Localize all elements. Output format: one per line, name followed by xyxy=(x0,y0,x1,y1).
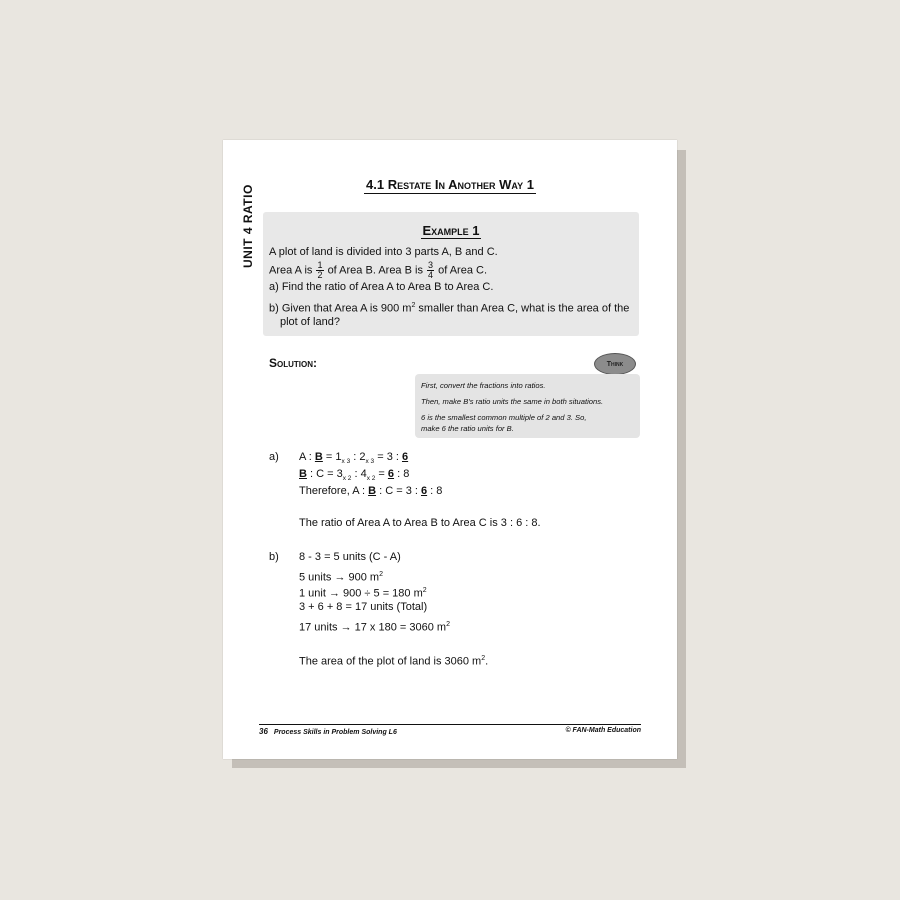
think-line: 6 is the smallest common multiple of 2 and 3. So, xyxy=(421,413,587,422)
think-box xyxy=(415,374,640,438)
example-line-4: b) Given that Area A is 900 $m^2$ smaller than Area C, what is the area of the xyxy=(269,302,630,315)
example-line-5: plot of land? xyxy=(280,316,340,328)
fraction-one-half: $\frac{1}{2}$ xyxy=(317,260,323,280)
example-line-3: a) Find the ratio of Area A to Area B to Area C. xyxy=(269,281,494,293)
part-b-line-5: 17 units → 17 x 180 = 3060 $m^2$ xyxy=(299,621,450,634)
footer-copyright: © FAN-Math Education xyxy=(565,727,641,734)
footer-left xyxy=(259,727,397,736)
part-b-line-2: 5 units → 900 $m^2$ xyxy=(299,571,383,584)
part-a-line-2: B : $C = 3_{x 2}$ : $4_{x 2} = 6$ : 8 xyxy=(299,468,410,483)
section-title: 4.1 Restate In Another Way 1 xyxy=(366,177,534,192)
part-b-answer: The area of the plot of land is 3060 $m^2$. xyxy=(299,655,489,668)
page-number: 36 xyxy=(259,727,268,736)
fraction-three-quarters: $\frac{3}{4}$ xyxy=(428,260,434,280)
think-line: make 6 the ratio units for B. xyxy=(421,424,514,433)
example-line-1: A plot of land is divided into 3 parts A, B and C. xyxy=(269,246,498,258)
part-a-label: a) xyxy=(269,451,279,463)
example-heading: Example 1 xyxy=(422,223,480,238)
part-a-answer: The ratio of Area A to Area B to Area C is 3 : 6 : 8. xyxy=(299,517,541,529)
footer-rule xyxy=(259,724,641,725)
example-box xyxy=(263,212,639,336)
part-b-line-1: 8 - 3 = 5 units (C - A) xyxy=(299,551,401,563)
example-heading-wrap xyxy=(263,222,639,240)
think-line: First, convert the fractions into ratios. xyxy=(421,381,546,390)
think-line: Then, make B's ratio units the same in both situations. xyxy=(421,397,604,406)
part-b-line-4: 3 + 6 + 8 = 17 units (Total) xyxy=(299,601,428,613)
example-line-2: Area A is $\frac{1}{2}$ of Area B. Area B is $\frac{3}{4}$ of Area C. xyxy=(269,260,488,280)
solution-label: Solution: xyxy=(269,356,317,370)
part-b-label: b) xyxy=(269,551,279,563)
section-title-wrap xyxy=(223,176,677,194)
book-title: Process Skills in Problem Solving L6 xyxy=(273,729,397,736)
document-page xyxy=(223,140,677,759)
part-b-line-3: 1 unit → 900 ÷ 5 = 180 $m^2$ xyxy=(299,587,427,600)
think-badge: Think xyxy=(594,353,636,375)
unit-side-label: UNIT 4 RATIO xyxy=(241,184,255,268)
part-a-line-3: Therefore, A : B : C = 3 : 6 : 8 xyxy=(299,485,443,497)
part-a-line-1: A : $B = 1_{x 3}$ : $2_{x 3} = 3$ : 6 xyxy=(299,451,409,466)
